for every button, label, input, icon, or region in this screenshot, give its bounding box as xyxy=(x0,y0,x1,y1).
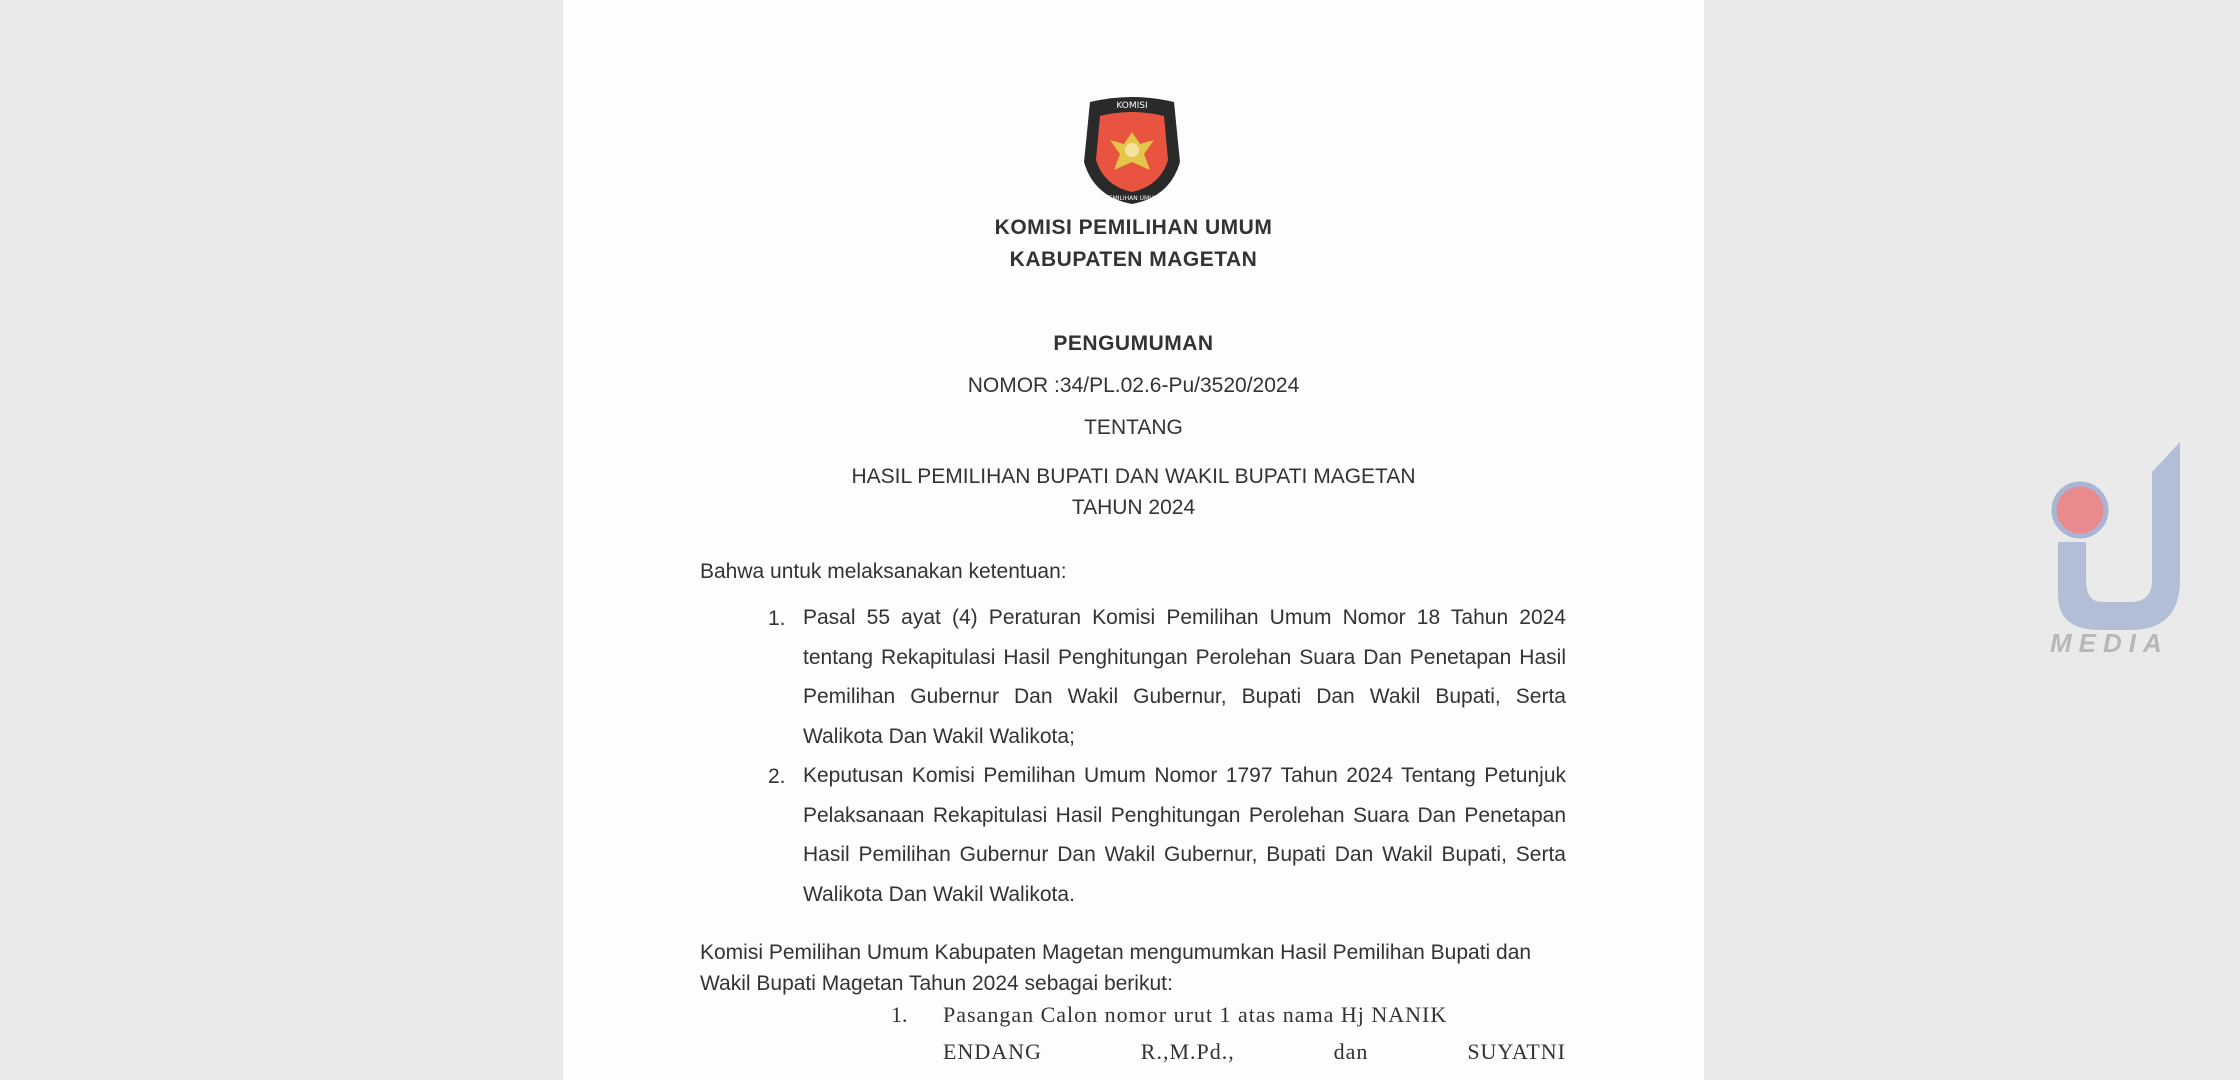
provision-2-text: Keputusan Komisi Pemilihan Umum Nomor 1797 Tahun 2024 Tentang Petunjuk Pelaksanaan Rekapitulasi Hasil Penghitungan Perolehan Suara Dan Penetapan Hasil Pemilihan Gubernur Dan Wakil Gubernur, Bupati Dan Wakil Bupati, Serta Walikota Dan Wakil Walikota. xyxy=(803,764,1566,906)
announcement-subject-line1: HASIL PEMILIHAN BUPATI DAN WAKIL BUPATI MAGETAN xyxy=(851,465,1416,488)
result-1-line1: Pasangan Calon nomor urut 1 atas nama Hj NANIK xyxy=(943,1002,1448,1027)
result-1-number: 1. xyxy=(891,1002,908,1027)
provision-1-number: 1. xyxy=(768,607,786,630)
result-1-part-2: R.,M.Pd., xyxy=(1140,1039,1235,1064)
watermark-text: MEDIA xyxy=(2050,628,2169,658)
provision-2-number: 2. xyxy=(768,765,786,788)
intro-paragraph: Bahwa untuk melaksanakan ketentuan: xyxy=(700,560,1067,583)
kpu-logo xyxy=(1080,92,1184,206)
announce-paragraph: Komisi Pemilihan Umum Kabupaten Magetan mengumumkan Hasil Pemilihan Bupati dan Wakil Bupati Magetan Tahun 2024 sebagai berikut: xyxy=(700,941,1532,995)
ij-media-watermark-icon xyxy=(2040,430,2200,660)
result-1-line2 xyxy=(943,1039,1566,1065)
announcement-title: PENGUMUMAN xyxy=(1053,332,1214,355)
result-1-part-3: dan xyxy=(1333,1039,1369,1064)
announcement-about: TENTANG xyxy=(1084,416,1183,439)
logo-text-top: KOMISI xyxy=(1116,101,1148,111)
announcement-number: NOMOR :34/PL.02.6-Pu/3520/2024 xyxy=(967,374,1300,397)
result-1-part-4: SUYATNI xyxy=(1467,1039,1566,1064)
announcement-subject-line2: TAHUN 2024 xyxy=(1071,496,1196,519)
logo-text-bottom: PEMILIHAN UMUM xyxy=(1105,195,1159,202)
provision-1-text: Pasal 55 ayat (4) Peraturan Komisi Pemilihan Umum Nomor 18 Tahun 2024 tentang Rekapitulasi Hasil Penghitungan Perolehan Suara Dan Penetapan Hasil Pemilihan Gubernur Dan Wakil Gubernur, Bupati Dan Wakil Bupati, Serta Walikota Dan Wakil Walikota; xyxy=(803,606,1566,748)
org-name-line1: KOMISI PEMILIHAN UMUM xyxy=(994,216,1273,239)
org-name-line2: KABUPATEN MAGETAN xyxy=(1009,248,1258,271)
result-1-part-1: ENDANG xyxy=(943,1039,1042,1064)
